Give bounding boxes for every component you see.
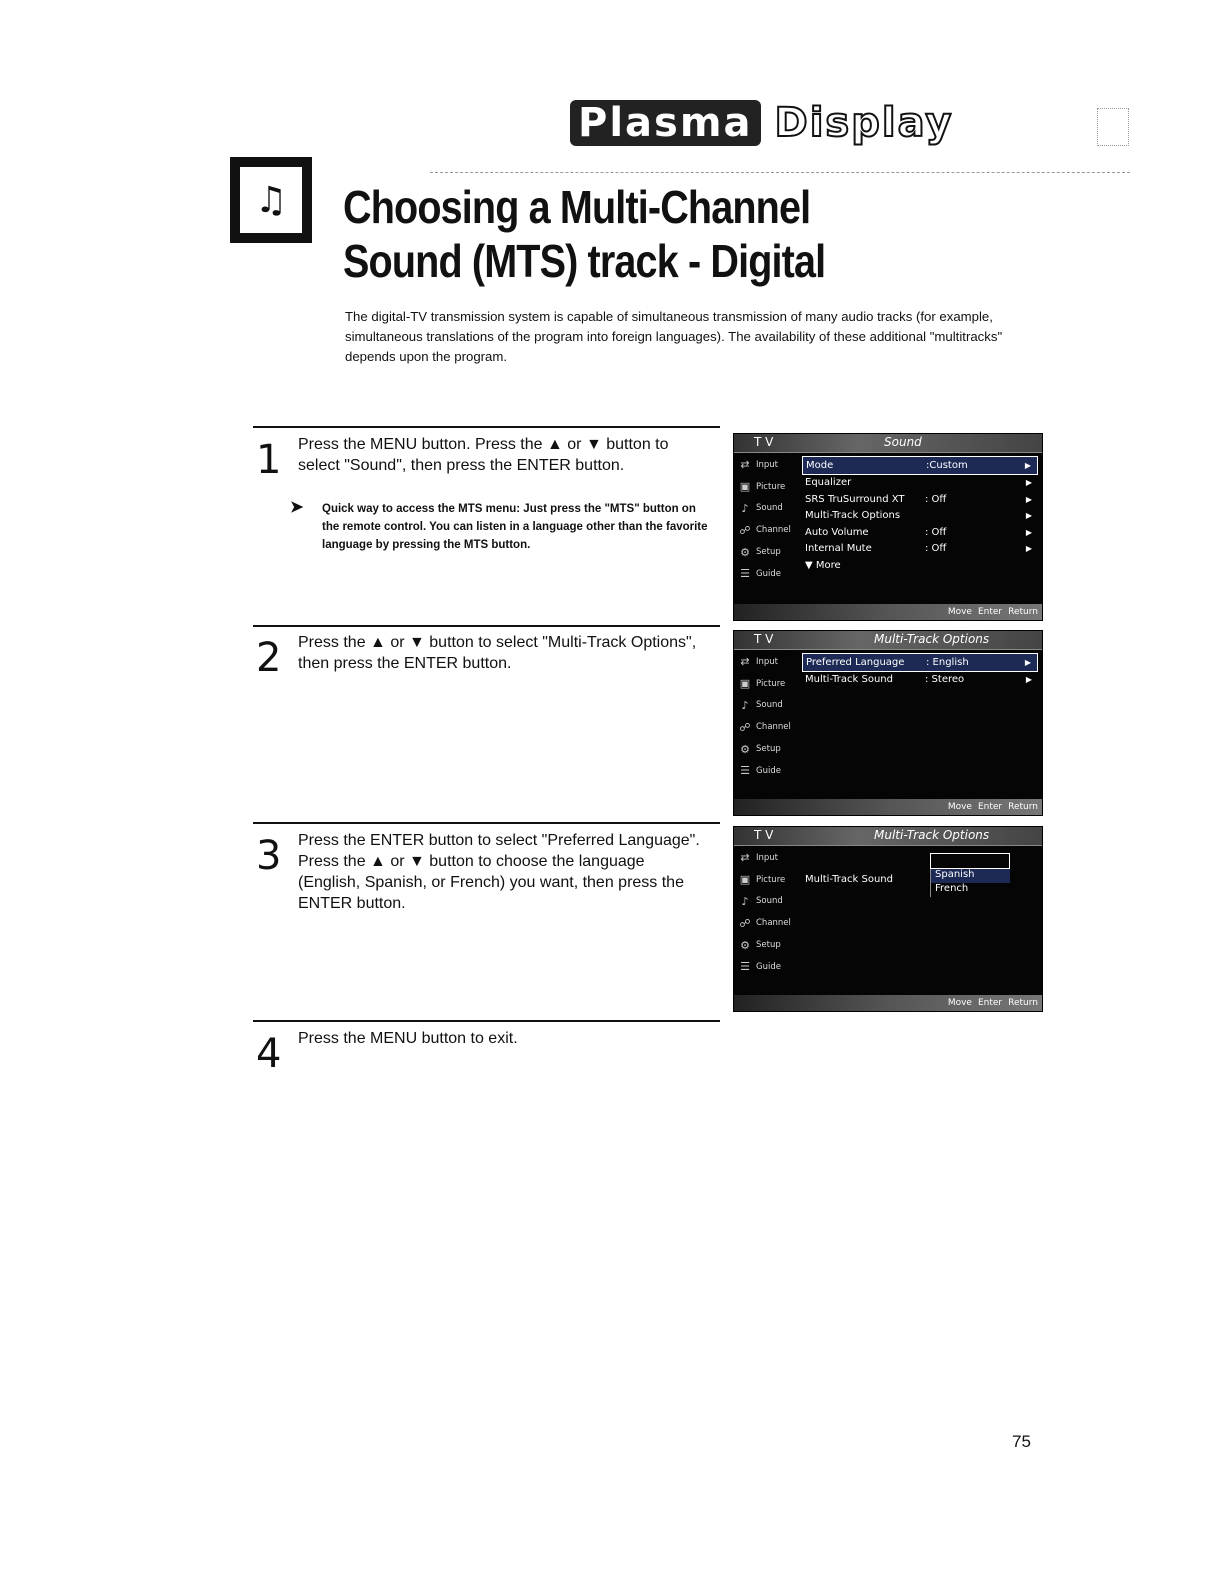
move-hint: Move	[947, 607, 972, 617]
brand-word-plasma: Plasma	[570, 100, 761, 146]
move-hint: Move	[947, 802, 972, 812]
tv-side-item-guide[interactable]: ☰ Guide	[734, 760, 800, 782]
tv-row-more[interactable]: ▼ More	[805, 559, 841, 571]
tv-side-item-input[interactable]: ⇄ Input	[734, 651, 800, 673]
guide-icon: ☰	[740, 960, 750, 974]
tv-side-menu	[734, 847, 800, 978]
tv-menu-title: Sound	[884, 435, 922, 449]
guide-icon: ☰	[740, 567, 750, 581]
tv-row-equalizer[interactable]: Equalizer ▶	[805, 477, 1032, 489]
tv-screen-language-select	[733, 826, 1043, 1012]
tv-menu-body	[802, 653, 1038, 688]
return-hint: Return	[1008, 802, 1038, 812]
picture-icon: ▣	[739, 677, 751, 691]
music-note-icon: ♫	[230, 157, 312, 243]
tv-side-item-setup[interactable]: ⚙ Setup	[734, 541, 800, 563]
language-dropdown[interactable]	[930, 853, 1010, 897]
tv-menu-title: Multi-Track Options	[874, 828, 990, 842]
arrow-right-icon: ▶	[1025, 527, 1032, 537]
enter-hint: Enter	[977, 607, 1003, 617]
tv-header	[734, 827, 1042, 846]
corner-decoration	[1097, 108, 1129, 146]
page-title-line-2: Sound (MTS) track - Digital	[343, 235, 826, 287]
return-hint: Return	[1008, 998, 1038, 1008]
step-2-text: Press the ▲ or ▼ button to select "Multi-Track Options", then press the ENTER button.	[298, 634, 697, 672]
input-icon: ⇄	[740, 851, 750, 865]
tv-side-menu	[734, 651, 800, 782]
setup-icon: ⚙	[740, 545, 750, 559]
setup-icon: ⚙	[740, 938, 750, 952]
tv-label: T V	[754, 632, 774, 646]
tv-row-multitrack-sound[interactable]: Multi-Track Sound : Stereo ▶	[805, 674, 1032, 686]
tv-row-srs[interactable]: SRS TruSurround XT : Off ▶	[805, 493, 1032, 505]
tv-row-auto-volume[interactable]: Auto Volume : Off ▶	[805, 526, 1032, 538]
tv-side-item-sound[interactable]: ♪ Sound	[734, 695, 800, 717]
tv-side-item-sound[interactable]: ♪ Sound	[734, 498, 800, 520]
picture-icon: ▣	[739, 873, 751, 887]
channel-icon: ☍	[739, 916, 751, 930]
tv-side-item-guide[interactable]: ☰ Guide	[734, 563, 800, 585]
tv-side-item-picture[interactable]: ▣ Picture	[734, 869, 800, 891]
tv-side-item-guide[interactable]: ☰ Guide	[734, 956, 800, 978]
return-hint: Return	[1008, 607, 1038, 617]
arrow-right-icon: ▶	[1025, 544, 1032, 554]
tv-side-item-channel[interactable]: ☍ Channel	[734, 519, 800, 541]
input-icon: ⇄	[740, 458, 750, 472]
page-title	[343, 180, 825, 288]
brand-word-display: Display	[774, 100, 954, 146]
step-4-text: Press the MENU button to exit.	[298, 1030, 518, 1047]
tv-footer	[734, 799, 1042, 815]
step-1-rule	[253, 426, 720, 428]
header-divider	[430, 172, 1130, 173]
arrow-right-icon: ▶	[1025, 511, 1032, 521]
intro-paragraph: The digital-TV transmission system is capable of simultaneous transmission of many audio tracks (for example, simultaneous translations of the program into foreign languages). The availability of these additional "multitracks" depends upon the program.	[345, 309, 1003, 364]
step-1-text: Press the MENU button. Press the ▲ or ▼ button to select "Sound", then press the ENTER button.	[298, 436, 669, 474]
tv-menu-title: Multi-Track Options	[874, 632, 990, 646]
tv-side-item-input[interactable]: ⇄ Input	[734, 454, 800, 476]
page-number: 75	[1012, 1432, 1031, 1451]
enter-hint: Enter	[977, 998, 1003, 1008]
tv-side-item-picture[interactable]: ▣ Picture	[734, 476, 800, 498]
tv-menu-body	[802, 456, 1038, 574]
arrow-right-icon: ➤	[290, 499, 304, 516]
tv-side-menu	[734, 454, 800, 585]
tv-side-item-picture[interactable]: ▣ Picture	[734, 673, 800, 695]
tv-header	[734, 631, 1042, 650]
step-2-rule	[253, 625, 720, 627]
tv-footer	[734, 995, 1042, 1011]
setup-icon: ⚙	[740, 742, 750, 756]
tv-row-multitrack[interactable]: Multi-Track Options ▶	[805, 510, 1032, 522]
tv-row-multitrack-sound[interactable]: Multi-Track Sound	[805, 873, 893, 885]
tv-side-item-channel[interactable]: ☍ Channel	[734, 716, 800, 738]
step-2-number: 2	[256, 635, 282, 681]
input-icon: ⇄	[740, 655, 750, 669]
tv-header	[734, 434, 1042, 453]
tv-footer	[734, 604, 1042, 620]
tv-side-item-setup[interactable]: ⚙ Setup	[734, 934, 800, 956]
page-title-line-1: Choosing a Multi-Channel	[343, 181, 811, 233]
enter-hint: Enter	[977, 802, 1003, 812]
tv-side-item-channel[interactable]: ☍ Channel	[734, 912, 800, 934]
tv-row-mode[interactable]: Mode :Custom ▶	[802, 456, 1038, 475]
tv-side-item-sound[interactable]: ♪ Sound	[734, 891, 800, 913]
brand-logo	[570, 100, 953, 146]
sound-icon: ♪	[741, 501, 749, 515]
language-option-french[interactable]: French	[930, 883, 1010, 897]
tv-label: T V	[754, 435, 774, 449]
sound-icon: ♪	[741, 698, 749, 712]
language-dropdown-box	[930, 853, 1010, 869]
arrow-right-icon: ▶	[1025, 478, 1032, 488]
arrow-right-icon: ▶	[1025, 675, 1032, 685]
tv-row-preferred-language[interactable]: Preferred Language : English ▶	[802, 653, 1038, 672]
step-3-number: 3	[256, 833, 282, 879]
tv-side-item-setup[interactable]: ⚙ Setup	[734, 738, 800, 760]
channel-icon: ☍	[739, 523, 751, 537]
language-option-spanish[interactable]: Spanish	[930, 869, 1010, 883]
tv-row-internal-mute[interactable]: Internal Mute : Off ▶	[805, 543, 1032, 555]
step-1-tip-text: Quick way to access the MTS menu: Just press the "MTS" button on the remote control. You can listen in a language other than the favorite language by pressing the MTS button.	[322, 503, 708, 551]
tv-screen-multitrack-options	[733, 630, 1043, 816]
picture-icon: ▣	[739, 480, 751, 494]
tv-side-item-input[interactable]: ⇄ Input	[734, 847, 800, 869]
step-1-number: 1	[256, 437, 282, 483]
channel-icon: ☍	[739, 720, 751, 734]
arrow-right-icon: ▶	[1025, 494, 1032, 504]
step-3-rule	[253, 822, 720, 824]
step-1-tip	[290, 500, 710, 554]
step-4-rule	[253, 1020, 720, 1022]
tv-label: T V	[754, 828, 774, 842]
step-4-number: 4	[256, 1031, 282, 1077]
step-3-text: Press the ENTER button to select "Preferred Language". Press the ▲ or ▼ button to choose the language (English, Spanish, or French) you want, then press the ENTER button.	[298, 832, 700, 912]
sound-icon: ♪	[741, 894, 749, 908]
guide-icon: ☰	[740, 764, 750, 778]
arrow-right-icon: ▶	[1024, 460, 1031, 470]
move-hint: Move	[947, 998, 972, 1008]
arrow-right-icon: ▶	[1024, 657, 1031, 667]
tv-screen-sound-menu	[733, 433, 1043, 621]
